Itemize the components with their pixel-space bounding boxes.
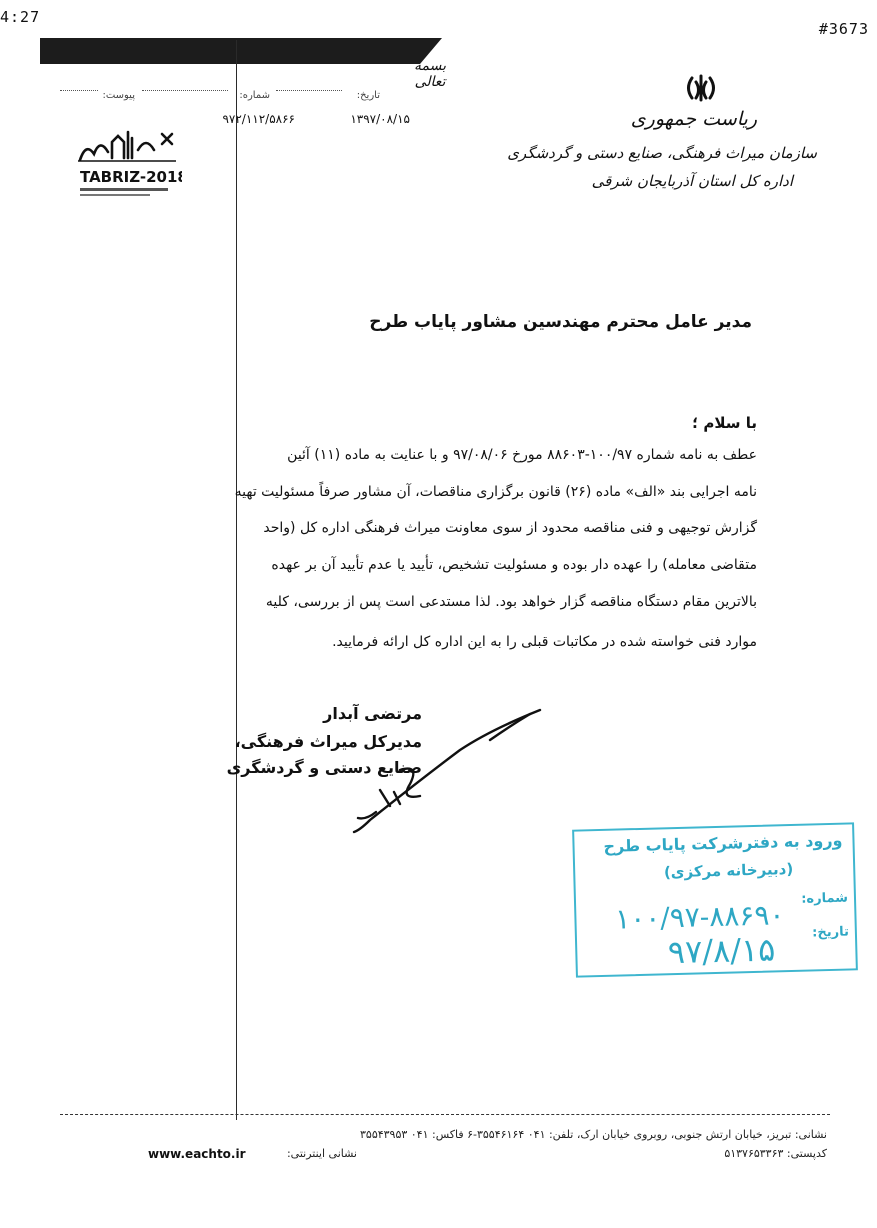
invocation-text: بسمه تعالی (414, 58, 446, 90)
body-paragraph-line: موارد فنی خواسته شده در مکاتبات قبلی را به این اداره کل ارائه فرمایید. (332, 634, 757, 650)
org-ministry: سازمان میراث فرهنگی، صنایع دستی و گردشگری (507, 144, 817, 162)
number-dotted-line (142, 90, 228, 91)
date-label: تاریخ: (356, 90, 380, 101)
fax-timestamp: 4:27 (0, 8, 41, 26)
emblem-icon (683, 72, 719, 106)
body-paragraph-line: عطف به نامه شماره ۱۰۰/۹۷-۸۸۶۰۳ مورخ ۹۷/۰۸/۰۶ و با عنایت به ماده (۱۱) آئین (287, 447, 757, 463)
stamp-number-label: شماره: (801, 890, 849, 907)
letter-meta-values (190, 112, 420, 128)
org-province-office: اداره کل استان آذربایجان شرقی (591, 172, 793, 190)
body-paragraph-line: نامه اجرایی بند «الف» ماده (۲۶) قانون برگزاری مناقصات، آن مشاور صرفاً مسئولیت تهیه (234, 484, 757, 500)
tabriz-logo-text: TABRIZ-2018 (80, 168, 182, 186)
footer-web-label: نشانی اینترنتی: (286, 1147, 357, 1160)
body-paragraph-line: بالاترین مقام دستگاه مناقصه گزار خواهد بود. لذا مستدعی است پس از بررسی، کلیه (265, 594, 757, 610)
recipient-line: مدیر عامل محترم مهندسین مشاور پایاب طرح (369, 312, 752, 332)
org-presidency: ریاست جمهوری (630, 108, 757, 130)
letter-date: ۱۳۹۷/۰۸/۱۵ (350, 112, 410, 126)
letter-meta-labels (60, 90, 380, 104)
body-paragraph-line: گزارش توجیهی و فنی مناقصه محدود از سوی معاونت میراث فرهنگی اداره کل (واحد (263, 520, 757, 536)
salutation: با سلام ؛ (692, 414, 757, 432)
stamp-number-handwritten: ۱۰۰/۹۷-۸۸۶۹۰ (614, 898, 785, 936)
signer-name: مرتضی آبدار (323, 704, 422, 723)
signer-title: صنایع دستی و گردشگری (226, 758, 422, 777)
fax-page-id: #3673 (818, 20, 869, 38)
tabriz-2018-logo (72, 120, 182, 200)
stamp-subtitle: (دبیرخانه مرکزی) (663, 859, 794, 882)
stamp-title: ورود به دفترشرکت پایاب طرح (603, 830, 843, 856)
date-dotted-line (276, 90, 342, 91)
letter-number: ۹۷۲/۱۱۲/۵۸۶۶ (222, 112, 295, 126)
footer-website: www.eachto.ir (148, 1147, 246, 1161)
body-paragraph-line: متقاضی معامله) را عهده دار بوده و مسئولیت تشخیص، تأیید یا عدم تأیید آن بر عهده (271, 557, 757, 573)
footer-divider (60, 1114, 830, 1115)
registry-stamp (572, 822, 858, 977)
attachment-dotted-line (60, 90, 98, 91)
stamp-date-handwritten: ۹۷/۸/۱۵ (667, 930, 776, 972)
attachment-label: پیوست: (102, 90, 135, 101)
stamp-date-label: تاریخ: (811, 924, 850, 941)
letterhead-banner (40, 38, 420, 64)
fax-fold-line (236, 40, 237, 1120)
number-label: شماره: (239, 90, 270, 101)
signer-title: مدیرکل میراث فرهنگی، (234, 732, 422, 751)
footer-postal-code: کدپستی: ۵۱۳۷۶۵۳۳۶۳ (724, 1147, 827, 1160)
footer-address: نشانی: تبریز، خیابان ارتش جنوبی، روبروی خیابان ارک، تلفن: ۰۴۱ ۳۵۵۴۶۱۶۴-۶ فاکس: ۰۴۱ ۳۵۵۴۳۹۵۳ (360, 1128, 827, 1141)
handwritten-signature (340, 700, 560, 840)
